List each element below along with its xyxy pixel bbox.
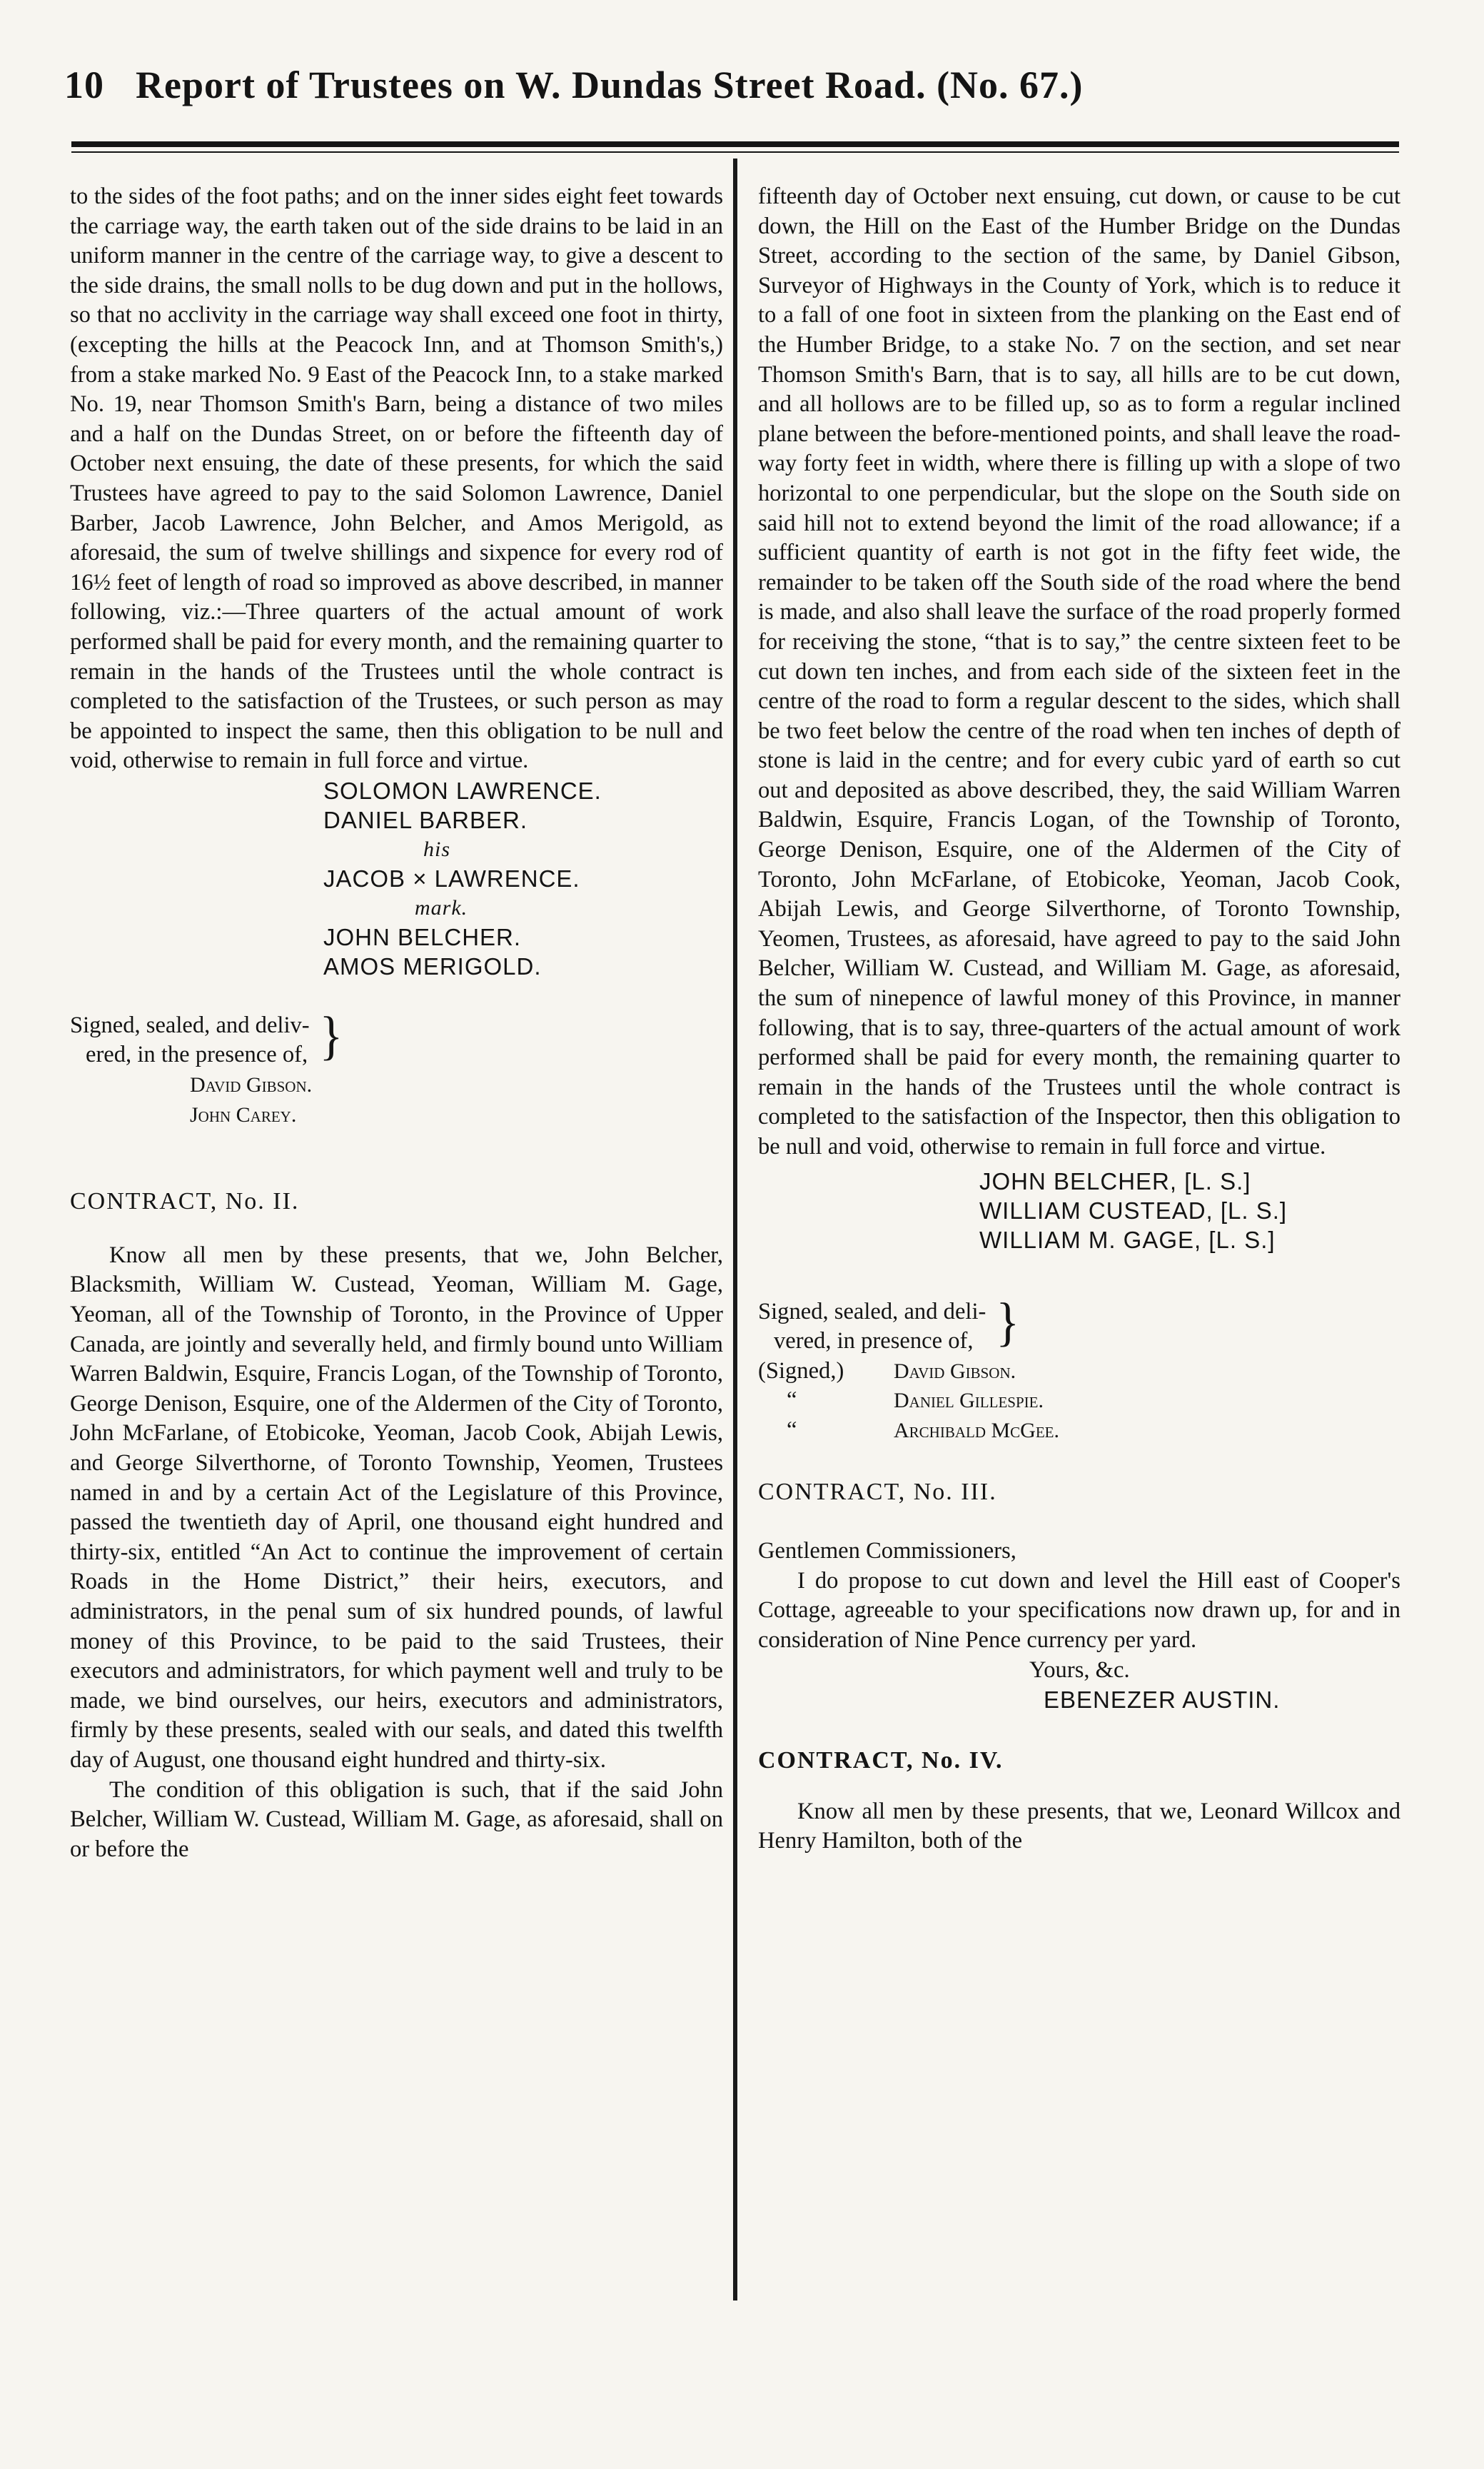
signatory: AMOS MERIGOLD.: [323, 952, 542, 980]
contract-1-signatories: [323, 776, 723, 981]
witness-line: Signed, sealed, and deliv-: [70, 1012, 310, 1038]
contract-4-body: Know all men by these presents, that we, Leonard Willcox and Henry Hamilton, both of the: [758, 1798, 1400, 1854]
signatory: WILLIAM CUSTEAD, [L. S.]: [979, 1197, 1288, 1224]
column-divider: [733, 159, 737, 2300]
brace: }: [319, 1005, 343, 1065]
contract-2-heading: CONTRACT, No. II.: [70, 1188, 300, 1215]
signatory: DANIEL BARBER.: [323, 806, 528, 833]
ditto-mark: “: [787, 1387, 797, 1414]
contract-2-bond: Know all men by these presents, that we, John Belcher, Blacksmith, William W. Custead, Yeoman, William M. Gage, Yeoman, all of the Township of Toronto, in the Province of Upper Canada, are jointly and severally held, and firmly bound unto William Warren Baldwin, Esquire, Francis Logan, of the Township of Toronto, George Denison, Esquire, one of the Aldermen of the City of Toronto, John McFarlane, of Etobicoke, Yeoman, Jacob Cook, Abijah Lewis, and George Silverthorne, of Toronto Township, Yeomen, Trustees named in and by a certain Act of the Legislature of this Province, passed the twentieth day of April, one thousand eight hundred and thirty-six, entitled “An Act to continue the improvement of certain Roads in the Home District,” their heirs, executors, and administrators, in the penal sum of six hundred pounds, of lawful money of this Province, to be paid to the said Trustees, their executors and administrators, for which payment well and truly to be made, we bind ourselves, our heirs, executors and administrators, firmly by these presents, sealed with our seals, and dated this twelfth day of August, one thousand eight hundred and thirty-six.: [70, 1242, 723, 1773]
witness-name: David Gibson.: [894, 1359, 1016, 1383]
page-number: 10: [64, 64, 104, 106]
contract-2-witness-block: [758, 1291, 1400, 1357]
contract-3-signer: EBENEZER AUSTIN.: [1044, 1686, 1281, 1714]
witness-line: Signed, sealed, and deli-: [758, 1298, 986, 1324]
ditto-mark: “: [787, 1417, 797, 1443]
header-rule-thick: [71, 141, 1399, 147]
witness-line: vered, in presence of,: [774, 1328, 974, 1354]
contract-4-heading: CONTRACT, No. IV.: [758, 1747, 1004, 1774]
contract-3-closing: Yours, &c.: [1029, 1656, 1130, 1683]
page-title: Report of Trustees on W. Dundas Street Road. (No. 67.): [136, 64, 1084, 106]
page-header: [64, 63, 1420, 120]
witness-name: John Carey.: [190, 1102, 297, 1127]
signatory: JOHN BELCHER, [L. S.]: [979, 1167, 1251, 1195]
contract-2-signatories: [979, 1167, 1400, 1254]
contract-3-body: I do propose to cut down and level the Hill east of Cooper's Cottage, agreeable to your specifications now drawn up, for and in consideration of Nine Pence currency per yard.: [758, 1567, 1400, 1653]
signatory: WILLIAM M. GAGE, [L. S.]: [979, 1226, 1276, 1253]
contract-2-condition: The condition of this obligation is such, that if the said John Belcher, William W. Custead, William M. Gage, as aforesaid, shall on or before the: [70, 1776, 723, 1862]
witness-name: David Gibson.: [190, 1073, 313, 1097]
mark-label: mark.: [415, 895, 468, 920]
signatory: JACOB × LAWRENCE.: [323, 865, 580, 892]
signatory: JOHN BELCHER.: [323, 923, 522, 950]
witness-name: Archibald McGee.: [894, 1418, 1060, 1442]
contract-1-witness-block: [70, 1005, 723, 1070]
left-column: [70, 182, 723, 1864]
header-rule-thin: [71, 151, 1399, 153]
contract-3-salutation: Gentlemen Commissioners,: [758, 1538, 1016, 1564]
witness-line: ered, in the presence of,: [86, 1042, 308, 1068]
contract-2-continuation: fifteenth day of October next ensuing, cut down, or cause to be cut down, the Hill on the East of the Humber Bridge on the Dundas Street, according to the section of the same, by Daniel Gibson, Surveyor of Highways in the County of York, which is to reduce it to a fall of one foot in sixteen from the planking on the East end of the Humber Bridge, to a stake No. 7 on the section, and set near Thomson Smith's Barn, that is to say, all hills are to be cut down, and all hollows are to be filled up, so as to form a regular inclined plane between the before-mentioned points, and shall leave the road-way forty feet in width, where there is filling up with a slope of two horizontal to one perpendicular, but the slope on the South side on said hill not to extend beyond the limit of the road allowance; if a sufficient quantity of earth is not got in the fifty feet wide, the remainder to be taken off the South side of the road where the bend is made, and also shall leave the surface of the road properly formed for receiving the stone, “that is to say,” the centre sixteen feet to be cut down ten inches, and from each side of the sixteen feet in the centre of the road to form a regular descent to the sides, which shall be two feet below the centre of the road when ten inches of depth of stone is laid in the centre; and for every cubic yard of earth so cut out and deposited as above described, they, the said William Warren Baldwin, Esquire, Francis Logan, of the Township of Toronto, George Denison, Esquire, one of the Aldermen of the City of Toronto, John McFarlane, of Etobicoke, Yeoman, Jacob Cook, Abijah Lewis, and George Silverthorne, of Toronto Township, Yeomen, Trustees, as aforesaid, have agreed to pay to the said John Belcher, William W. Custead, and William M. Gage, as aforesaid, the sum of ninepence of lawful money of this Province, in manner following, that is to say, three-quarters of the actual amount of work performed shall be paid for every month, the remaining quarter to remain in the hands of the Trustees until the whole contract is completed to the satisfaction of the Inspector, then this obligation to be null and void, otherwise to remain in full force and virtue.: [758, 183, 1400, 1160]
witness-name: Daniel Gillespie.: [894, 1389, 1044, 1413]
signatory: SOLOMON LAWRENCE.: [323, 777, 602, 804]
right-column: [758, 182, 1400, 1856]
contract-3-heading: CONTRACT, No. III.: [758, 1478, 997, 1505]
brace: }: [996, 1291, 1019, 1352]
signed-label: (Signed,): [758, 1357, 844, 1384]
mark-his: his: [423, 837, 451, 861]
contract-1-continuation: to the sides of the foot paths; and on the inner sides eight feet towards the carriage way, the earth taken out of the side drains to be laid in an uniform manner in the centre of the carriage way, to give a descent to the side drains, the small nolls to be dug down and put in the hollows, so that no acclivity in the carriage way shall exceed one foot in thirty, (excepting the hills at the Peacock Inn, and at Thomson Smith's,) from a stake marked No. 9 East of the Peacock Inn, to a stake marked No. 19, near Thomson Smith's Barn, being a distance of two miles and a half on the Dundas Street, on or before the fifteenth day of October next ensuing, the date of these presents, for which the said Trustees have agreed to pay to the said Solomon Lawrence, Daniel Barber, Jacob Lawrence, John Belcher, and Amos Merigold, as aforesaid, the sum of twelve shillings and sixpence for every rod of 16½ feet of length of road so improved as above described, in manner following, viz.:—Three quarters of the actual amount of work performed shall be paid for every month, and the remaining quarter to remain in the hands of the Trustees until the whole contract is completed to the satisfaction of the Trustees, or such person as may be appointed to inspect the same, then this obligation to be null and void, otherwise to remain in full force and virtue.: [70, 183, 723, 774]
